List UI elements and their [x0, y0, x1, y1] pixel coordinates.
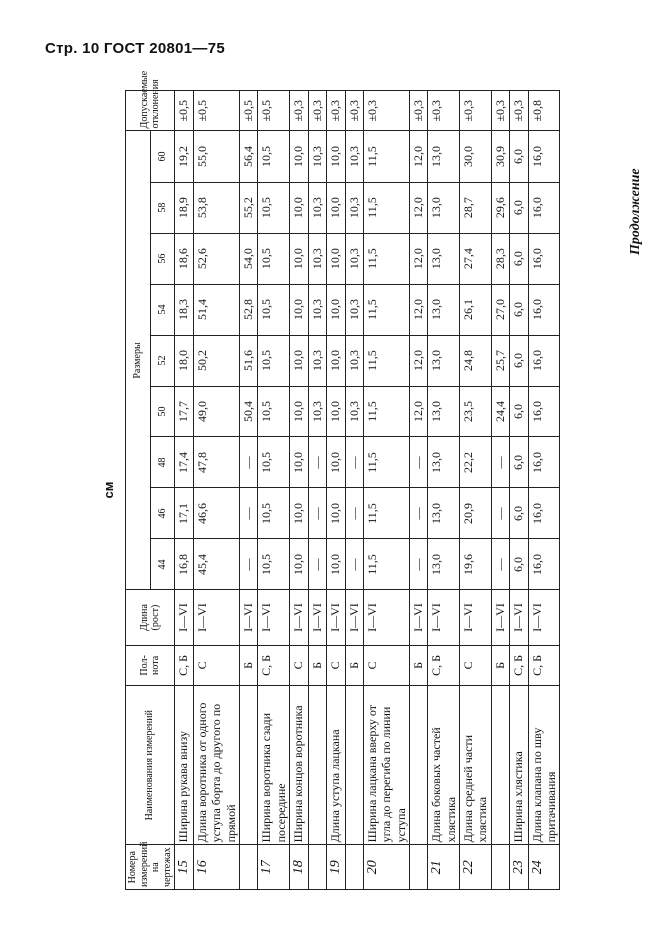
- size-value: 18,9: [175, 182, 194, 233]
- row-fullness: С, Б: [428, 645, 460, 685]
- size-value: 12,0: [410, 335, 428, 386]
- row-number: 18: [289, 845, 308, 890]
- size-value: —: [240, 539, 258, 590]
- row-tolerance: ±0,3: [345, 91, 363, 132]
- size-value: 52,8: [240, 284, 258, 335]
- row-number: [308, 845, 326, 890]
- size-value: 10,5: [258, 539, 290, 590]
- row-tolerance: ±0,3: [308, 91, 326, 132]
- row-length: I—VI: [509, 590, 528, 645]
- size-value: 12,0: [410, 233, 428, 284]
- size-header: 60: [150, 131, 175, 182]
- size-value: 17,1: [175, 488, 194, 539]
- row-length: I—VI: [308, 590, 326, 645]
- col-name-header: Наименования измерений: [126, 686, 175, 845]
- size-value: 16,0: [528, 335, 560, 386]
- size-header: 56: [150, 233, 175, 284]
- col-tolerance-header: Допускаемые отклонения: [126, 91, 175, 132]
- table-row: [240, 91, 258, 890]
- size-value: 10,0: [289, 539, 308, 590]
- size-value: 10,3: [345, 284, 363, 335]
- row-tolerance: ±0,3: [428, 91, 460, 132]
- size-value: 47,8: [194, 437, 240, 488]
- size-value: 10,5: [258, 182, 290, 233]
- size-value: 6,0: [509, 437, 528, 488]
- size-value: 6,0: [509, 335, 528, 386]
- row-name: Ширина хлястика: [509, 686, 528, 845]
- row-number: 17: [258, 845, 290, 890]
- size-value: 16,0: [528, 386, 560, 437]
- rotated-table-canvas: [95, 70, 585, 890]
- size-value: —: [410, 539, 428, 590]
- row-length: I—VI: [363, 590, 409, 645]
- row-fullness: С, Б: [258, 645, 290, 685]
- row-number: [345, 845, 363, 890]
- size-value: 10,0: [326, 386, 345, 437]
- size-value: 10,3: [345, 335, 363, 386]
- size-value: —: [345, 539, 363, 590]
- size-value: 10,0: [326, 437, 345, 488]
- size-value: 30,9: [491, 131, 509, 182]
- row-name: Длина воротника от одного уступа борта до другого по прямой: [194, 686, 240, 845]
- size-value: 16,0: [528, 233, 560, 284]
- size-header: 58: [150, 182, 175, 233]
- size-value: 13,0: [428, 233, 460, 284]
- size-value: 22,2: [459, 437, 491, 488]
- size-value: 50,2: [194, 335, 240, 386]
- row-name: Ширина концов воротника: [289, 686, 308, 845]
- size-value: 10,3: [308, 335, 326, 386]
- size-value: 17,4: [175, 437, 194, 488]
- col-fullness-header: Пол- нота: [126, 645, 175, 685]
- size-value: 18,3: [175, 284, 194, 335]
- size-value: 6,0: [509, 386, 528, 437]
- size-value: 30,0: [459, 131, 491, 182]
- row-fullness: С, Б: [528, 645, 560, 685]
- table-row: [175, 91, 194, 890]
- size-value: 16,0: [528, 182, 560, 233]
- col-length-header: Длина (рост): [126, 590, 175, 645]
- size-value: 55,0: [194, 131, 240, 182]
- table-row: [289, 91, 308, 890]
- row-name: [345, 686, 363, 845]
- row-name: [308, 686, 326, 845]
- row-number: 24: [528, 845, 560, 890]
- size-value: 10,0: [289, 131, 308, 182]
- table-row: [308, 91, 326, 890]
- size-value: 11,5: [363, 539, 409, 590]
- size-value: 10,3: [308, 233, 326, 284]
- size-value: 27,0: [491, 284, 509, 335]
- row-number: 20: [363, 845, 409, 890]
- row-fullness: Б: [240, 645, 258, 685]
- size-value: 18,0: [175, 335, 194, 386]
- row-length: I—VI: [175, 590, 194, 645]
- size-value: 13,0: [428, 437, 460, 488]
- row-length: I—VI: [194, 590, 240, 645]
- row-length: I—VI: [326, 590, 345, 645]
- size-value: 13,0: [428, 182, 460, 233]
- row-fullness: С: [194, 645, 240, 685]
- size-value: 10,5: [258, 284, 290, 335]
- row-fullness: С, Б: [175, 645, 194, 685]
- size-value: 24,4: [491, 386, 509, 437]
- table-row: [363, 91, 409, 890]
- size-value: 56,4: [240, 131, 258, 182]
- row-length: I—VI: [258, 590, 290, 645]
- size-value: —: [410, 437, 428, 488]
- size-value: —: [240, 488, 258, 539]
- size-value: 10,3: [345, 131, 363, 182]
- size-value: 10,0: [326, 335, 345, 386]
- page-header: Стр. 10 ГОСТ 20801—75: [45, 40, 225, 57]
- size-value: 24,8: [459, 335, 491, 386]
- size-value: 6,0: [509, 488, 528, 539]
- size-value: 6,0: [509, 539, 528, 590]
- row-tolerance: ±0,3: [326, 91, 345, 132]
- size-value: —: [491, 488, 509, 539]
- size-header: 54: [150, 284, 175, 335]
- row-name: Длина средней части хлястика: [459, 686, 491, 845]
- row-length: I—VI: [240, 590, 258, 645]
- size-value: 10,3: [308, 386, 326, 437]
- size-value: 11,5: [363, 488, 409, 539]
- size-value: 28,7: [459, 182, 491, 233]
- size-value: 55,2: [240, 182, 258, 233]
- row-tolerance: ±0,5: [258, 91, 290, 132]
- row-tolerance: ±0,3: [410, 91, 428, 132]
- size-value: 10,3: [308, 182, 326, 233]
- size-value: 12,0: [410, 386, 428, 437]
- row-name: Ширина воротника сзади посередине: [258, 686, 290, 845]
- row-tolerance: ±0,3: [459, 91, 491, 132]
- table-row: [258, 91, 290, 890]
- size-value: 16,0: [528, 437, 560, 488]
- size-value: 12,0: [410, 131, 428, 182]
- size-value: 11,5: [363, 182, 409, 233]
- size-value: 6,0: [509, 284, 528, 335]
- continuation-label: [620, 90, 650, 255]
- size-value: 13,0: [428, 386, 460, 437]
- row-tolerance: ±0,5: [240, 91, 258, 132]
- size-value: 19,6: [459, 539, 491, 590]
- size-value: 10,0: [289, 233, 308, 284]
- size-value: 45,4: [194, 539, 240, 590]
- size-value: 13,0: [428, 335, 460, 386]
- row-fullness: Б: [491, 645, 509, 685]
- size-value: 25,7: [491, 335, 509, 386]
- row-number: [240, 845, 258, 890]
- size-value: —: [308, 488, 326, 539]
- size-value: 26,1: [459, 284, 491, 335]
- size-value: 10,0: [326, 539, 345, 590]
- size-value: 13,0: [428, 284, 460, 335]
- units-label: см: [101, 481, 116, 499]
- row-fullness: Б: [345, 645, 363, 685]
- size-value: 11,5: [363, 437, 409, 488]
- size-value: 11,5: [363, 386, 409, 437]
- size-value: 11,5: [363, 335, 409, 386]
- size-value: 17,7: [175, 386, 194, 437]
- size-value: 12,0: [410, 284, 428, 335]
- size-value: 10,5: [258, 131, 290, 182]
- size-value: 11,5: [363, 233, 409, 284]
- continuation-text: Продолжение: [628, 168, 643, 255]
- size-value: 11,5: [363, 131, 409, 182]
- row-number: 21: [428, 845, 460, 890]
- size-header: 44: [150, 539, 175, 590]
- row-name: [240, 686, 258, 845]
- size-value: 10,0: [326, 284, 345, 335]
- table-row: [428, 91, 460, 890]
- row-fullness: С: [289, 645, 308, 685]
- size-value: 10,5: [258, 386, 290, 437]
- size-value: 10,3: [308, 284, 326, 335]
- row-name: Ширина лацкана вверху от угла до перегиба по линии уступа: [363, 686, 409, 845]
- size-value: —: [410, 488, 428, 539]
- size-value: —: [345, 437, 363, 488]
- size-value: 10,0: [289, 488, 308, 539]
- row-number: [491, 845, 509, 890]
- col-num-header: Номера измерений на чертежах: [126, 845, 175, 890]
- size-value: 6,0: [509, 233, 528, 284]
- size-value: 16,0: [528, 488, 560, 539]
- size-value: 16,8: [175, 539, 194, 590]
- size-value: 23,5: [459, 386, 491, 437]
- size-value: 13,0: [428, 131, 460, 182]
- size-value: 10,0: [326, 131, 345, 182]
- size-value: 16,0: [528, 131, 560, 182]
- size-value: 50,4: [240, 386, 258, 437]
- row-tolerance: ±0,3: [509, 91, 528, 132]
- size-value: 52,6: [194, 233, 240, 284]
- table-row: [459, 91, 491, 890]
- table-row: [410, 91, 428, 890]
- col-sizes-header: Размеры: [126, 131, 151, 590]
- row-tolerance: ±0,3: [363, 91, 409, 132]
- size-value: 10,0: [326, 488, 345, 539]
- size-value: 46,6: [194, 488, 240, 539]
- size-value: 10,0: [289, 386, 308, 437]
- row-number: 23: [509, 845, 528, 890]
- size-value: 10,5: [258, 335, 290, 386]
- size-value: 51,6: [240, 335, 258, 386]
- size-value: 10,3: [345, 182, 363, 233]
- row-length: I—VI: [428, 590, 460, 645]
- row-tolerance: ±0,5: [194, 91, 240, 132]
- size-value: 27,4: [459, 233, 491, 284]
- row-name: [491, 686, 509, 845]
- row-tolerance: ±0,3: [289, 91, 308, 132]
- row-fullness: С, Б: [509, 645, 528, 685]
- measurements-table: [125, 70, 560, 890]
- size-value: 16,0: [528, 539, 560, 590]
- size-value: 10,3: [308, 131, 326, 182]
- size-value: —: [345, 488, 363, 539]
- size-value: 10,0: [289, 284, 308, 335]
- size-value: 29,6: [491, 182, 509, 233]
- table-row: [326, 91, 345, 890]
- size-value: 6,0: [509, 182, 528, 233]
- row-name: Ширина рукава внизу: [175, 686, 194, 845]
- row-name: [410, 686, 428, 845]
- row-name: Длина боковых частей хлястика: [428, 686, 460, 845]
- row-number: 15: [175, 845, 194, 890]
- size-header: 50: [150, 386, 175, 437]
- size-value: 19,2: [175, 131, 194, 182]
- size-value: 10,5: [258, 437, 290, 488]
- size-value: 10,3: [345, 386, 363, 437]
- row-length: I—VI: [345, 590, 363, 645]
- size-value: —: [491, 539, 509, 590]
- rotated-table-area: [95, 70, 585, 890]
- row-fullness: Б: [308, 645, 326, 685]
- table-row: [528, 91, 560, 890]
- row-length: I—VI: [491, 590, 509, 645]
- size-value: —: [308, 539, 326, 590]
- size-value: 20,9: [459, 488, 491, 539]
- size-value: 10,0: [289, 437, 308, 488]
- size-value: 10,0: [289, 335, 308, 386]
- size-value: 10,5: [258, 233, 290, 284]
- size-header: 48: [150, 437, 175, 488]
- row-fullness: С: [459, 645, 491, 685]
- row-number: 16: [194, 845, 240, 890]
- size-header: 52: [150, 335, 175, 386]
- size-value: 10,0: [326, 233, 345, 284]
- size-value: —: [491, 437, 509, 488]
- row-fullness: С: [363, 645, 409, 685]
- size-value: 51,4: [194, 284, 240, 335]
- row-name: Длина уступа лацкана: [326, 686, 345, 845]
- size-value: 54,0: [240, 233, 258, 284]
- size-value: 13,0: [428, 488, 460, 539]
- size-header: 46: [150, 488, 175, 539]
- row-length: I—VI: [528, 590, 560, 645]
- size-value: 10,5: [258, 488, 290, 539]
- table-row: [345, 91, 363, 890]
- table-row: [491, 91, 509, 890]
- row-length: I—VI: [289, 590, 308, 645]
- size-value: 6,0: [509, 131, 528, 182]
- row-fullness: С: [326, 645, 345, 685]
- row-length: I—VI: [410, 590, 428, 645]
- size-value: 53,8: [194, 182, 240, 233]
- size-value: —: [308, 437, 326, 488]
- size-value: —: [240, 437, 258, 488]
- row-number: 22: [459, 845, 491, 890]
- row-number: 19: [326, 845, 345, 890]
- row-name: Длина клапана по шву притачивания: [528, 686, 560, 845]
- size-value: 49,0: [194, 386, 240, 437]
- size-value: 10,3: [345, 233, 363, 284]
- table-row: [194, 91, 240, 890]
- row-number: [410, 845, 428, 890]
- size-value: 10,0: [289, 182, 308, 233]
- size-value: 18,6: [175, 233, 194, 284]
- size-value: 12,0: [410, 182, 428, 233]
- size-value: 10,0: [326, 182, 345, 233]
- row-tolerance: ±0,3: [491, 91, 509, 132]
- size-value: 28,3: [491, 233, 509, 284]
- table-row: [509, 91, 528, 890]
- size-value: 13,0: [428, 539, 460, 590]
- row-tolerance: ±0,5: [175, 91, 194, 132]
- size-value: 11,5: [363, 284, 409, 335]
- row-length: I—VI: [459, 590, 491, 645]
- row-tolerance: ±0,8: [528, 91, 560, 132]
- row-fullness: Б: [410, 645, 428, 685]
- size-value: 16,0: [528, 284, 560, 335]
